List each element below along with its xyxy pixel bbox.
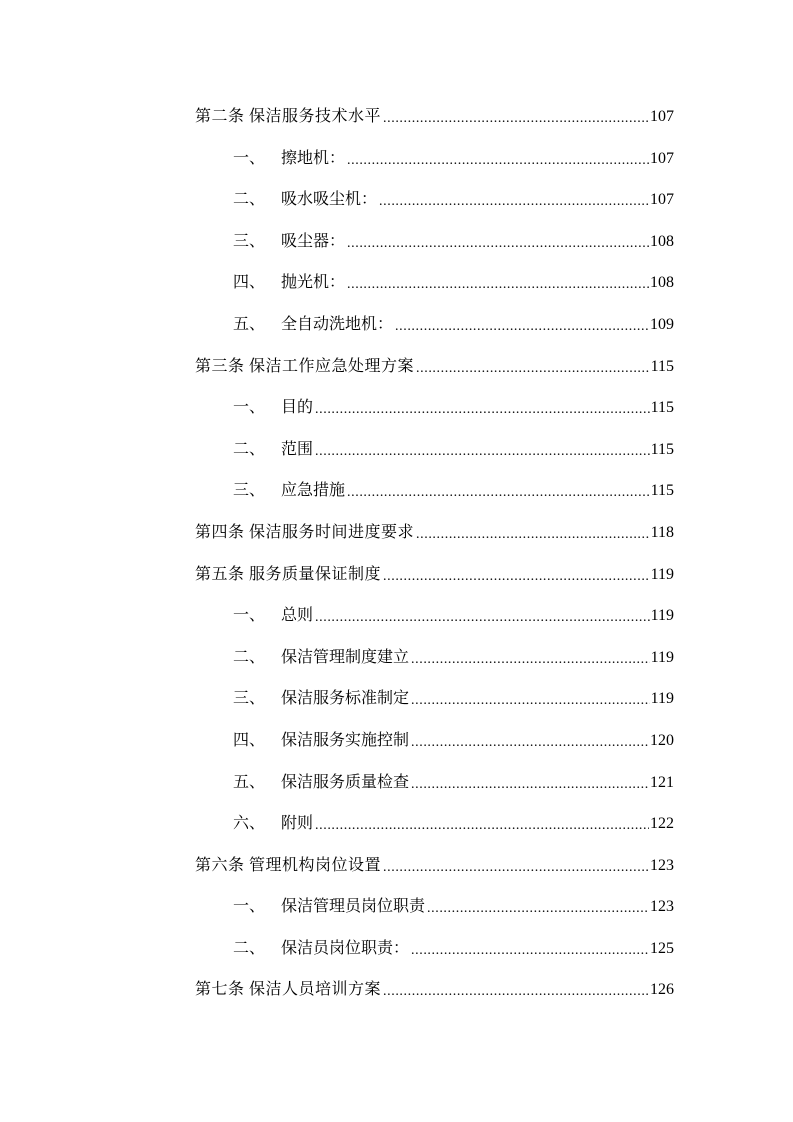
toc-entry-title: 抛光机： (281, 271, 347, 295)
toc-entry-number: 二、 (233, 191, 266, 209)
toc-entry-page: 118 (650, 521, 674, 545)
toc-entry[interactable] (195, 396, 674, 438)
toc-entry-number: 一、 (233, 898, 266, 916)
dot-leader (379, 188, 649, 212)
toc-entry-title: 应急措施 (281, 479, 347, 503)
toc-entry-title: 保洁管理员岗位职责 (281, 895, 427, 919)
toc-entry-title: 范围 (281, 438, 315, 462)
toc-entry-page: 109 (649, 313, 674, 337)
toc-entry[interactable] (195, 271, 674, 313)
toc-entry-page: 115 (650, 438, 674, 462)
toc-entry-title: 全自动洗地机： (281, 313, 395, 337)
toc-entry-page: 115 (650, 479, 674, 503)
toc-entry-title: 保洁员岗位职责： (281, 937, 411, 961)
dot-leader (411, 771, 649, 795)
dot-leader (427, 895, 649, 919)
table-of-contents (195, 105, 674, 1020)
toc-entry-number: 二、 (233, 648, 266, 666)
toc-entry[interactable] (195, 563, 674, 605)
toc-entry[interactable] (195, 479, 674, 521)
toc-entry-title: 目的 (281, 396, 315, 420)
dot-leader (383, 105, 649, 129)
toc-entry-title: 第二条 保洁服务技术水平 (195, 105, 383, 129)
toc-entry[interactable] (195, 978, 674, 1020)
toc-entry-title: 保洁服务实施控制 (281, 729, 411, 753)
toc-entry[interactable] (195, 854, 674, 896)
toc-entry[interactable] (195, 937, 674, 979)
toc-entry-title: 擦地机： (281, 147, 347, 171)
dot-leader (315, 438, 650, 462)
toc-entry-title: 附则 (281, 812, 315, 836)
dot-leader (383, 563, 650, 587)
toc-entry-number: 六、 (233, 815, 266, 833)
toc-entry-page: 115 (650, 396, 674, 420)
toc-entry[interactable] (195, 895, 674, 937)
dot-leader (347, 271, 649, 295)
toc-entry-page: 115 (650, 355, 674, 379)
toc-entry-title: 第四条 保洁服务时间进度要求 (195, 521, 416, 545)
toc-entry[interactable] (195, 438, 674, 480)
toc-entry-page: 126 (649, 978, 674, 1002)
toc-entry-title: 吸尘器： (281, 230, 347, 254)
toc-entry[interactable] (195, 521, 674, 563)
toc-entry-page: 123 (649, 895, 674, 919)
toc-entry[interactable] (195, 729, 674, 771)
toc-entry-title: 保洁服务质量检查 (281, 771, 411, 795)
toc-entry[interactable] (195, 771, 674, 813)
toc-entry-page: 121 (649, 771, 674, 795)
dot-leader (411, 937, 649, 961)
toc-entry-page: 119 (650, 646, 674, 670)
dot-leader (347, 479, 650, 503)
dot-leader (347, 147, 649, 171)
toc-entry-page: 108 (649, 230, 674, 254)
toc-entry-page: 119 (650, 687, 674, 711)
toc-entry-page: 125 (649, 937, 674, 961)
toc-entry-number: 一、 (233, 149, 266, 167)
toc-entry-number: 三、 (233, 690, 266, 708)
toc-entry[interactable] (195, 646, 674, 688)
toc-entry-number: 一、 (233, 399, 266, 417)
dot-leader (383, 978, 649, 1002)
dot-leader (416, 355, 650, 379)
toc-entry-title: 第七条 保洁人员培训方案 (195, 978, 383, 1002)
toc-entry-number: 四、 (233, 731, 266, 749)
dot-leader (411, 729, 649, 753)
toc-entry-page: 108 (649, 271, 674, 295)
dot-leader (383, 854, 649, 878)
dot-leader (315, 396, 650, 420)
toc-entry-number: 五、 (233, 773, 266, 791)
dot-leader (315, 812, 649, 836)
toc-entry-title: 第六条 管理机构岗位设置 (195, 854, 383, 878)
toc-entry-title: 吸水吸尘机： (281, 188, 379, 212)
toc-entry[interactable] (195, 147, 674, 189)
dot-leader (411, 646, 650, 670)
toc-entry-page: 120 (649, 729, 674, 753)
toc-entry-title: 总则 (281, 604, 315, 628)
toc-entry-page: 107 (649, 188, 674, 212)
toc-entry-number: 一、 (233, 607, 266, 625)
toc-entry-number: 三、 (233, 232, 266, 250)
toc-entry[interactable] (195, 230, 674, 272)
dot-leader (411, 687, 650, 711)
toc-entry-page: 107 (649, 105, 674, 129)
toc-entry-number: 二、 (233, 939, 266, 957)
toc-entry-page: 107 (649, 147, 674, 171)
toc-entry[interactable] (195, 812, 674, 854)
toc-entry[interactable] (195, 355, 674, 397)
toc-entry-title: 第三条 保洁工作应急处理方案 (195, 355, 416, 379)
dot-leader (315, 604, 650, 628)
toc-entry-page: 122 (649, 812, 674, 836)
toc-entry[interactable] (195, 687, 674, 729)
toc-entry[interactable] (195, 313, 674, 355)
toc-entry-number: 二、 (233, 440, 266, 458)
toc-entry-page: 123 (649, 854, 674, 878)
toc-entry-title: 保洁管理制度建立 (281, 646, 411, 670)
toc-entry-number: 五、 (233, 315, 266, 333)
toc-entry-title: 保洁服务标准制定 (281, 687, 411, 711)
toc-entry-number: 三、 (233, 482, 266, 500)
toc-entry[interactable] (195, 105, 674, 147)
dot-leader (347, 230, 649, 254)
toc-entry-page: 119 (650, 604, 674, 628)
dot-leader (395, 313, 649, 337)
toc-entry-page: 119 (650, 563, 674, 587)
dot-leader (416, 521, 650, 545)
toc-entry[interactable] (195, 188, 674, 230)
toc-entry[interactable] (195, 604, 674, 646)
toc-entry-number: 四、 (233, 274, 266, 292)
toc-entry-title: 第五条 服务质量保证制度 (195, 563, 383, 587)
